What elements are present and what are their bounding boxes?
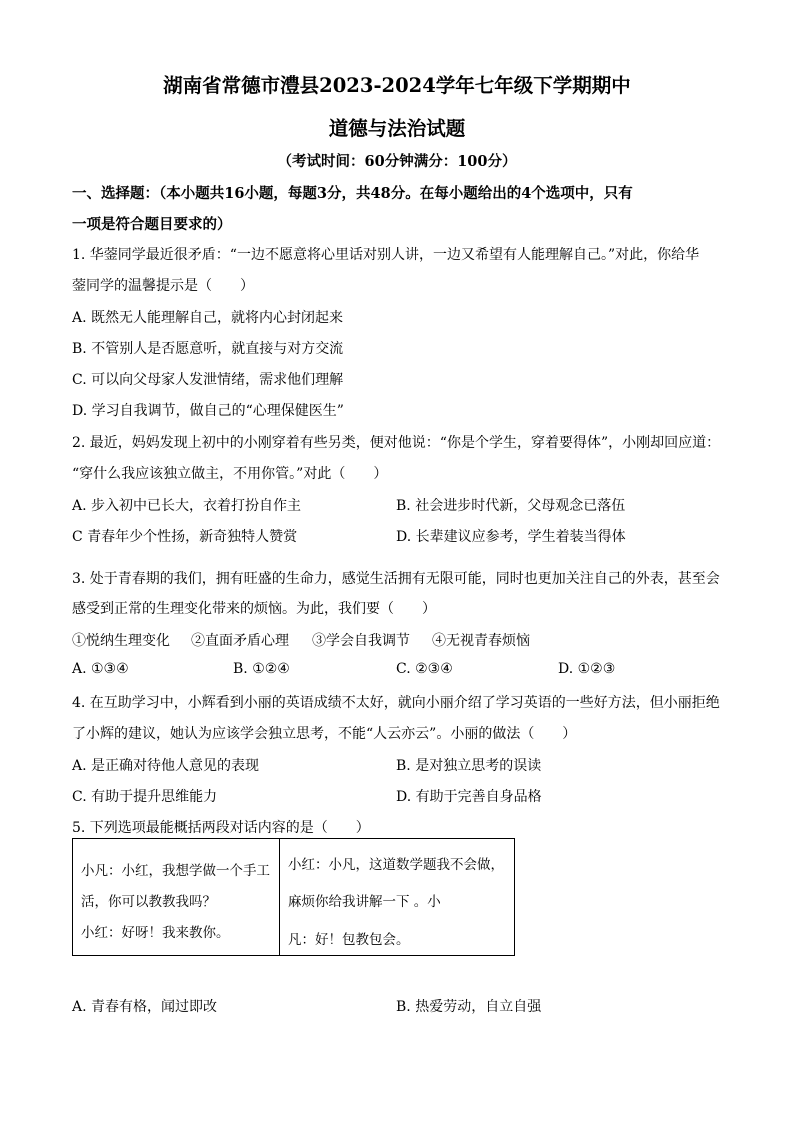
dialog-line: 活，你可以教教我吗？ (81, 894, 216, 910)
question-stem: 1. 华蓥同学最近很矛盾：“一边不愿意将心里话对别人讲，一边又希望有人能理解自己。”对此，你给华 (72, 247, 700, 263)
choice-3: ③学会自我调节 (312, 633, 410, 649)
option-b: B. ①②④ (233, 661, 290, 677)
option-b: B. 不管别人是否愿意听，就直接与对方交流 (72, 341, 344, 357)
page-subtitle: 道德与法治试题 (328, 117, 466, 140)
page-title: 湖南省常德市澧县2023-2024学年七年级下学期期中 (163, 74, 631, 97)
option-d: D. 学习自我调节，做自己的“心理保健医生” (72, 403, 344, 419)
option-c: C. 有助于提升思维能力 (72, 789, 218, 805)
exam-info: （考试时间：60分钟满分：100分） (277, 153, 517, 170)
option-c: C. 可以向父母家人发泄情绪，需求他们理解 (72, 372, 344, 388)
question-stem: “穿什么我应该独立做主，不用你管。”对此（ ） (72, 466, 388, 482)
option-d: D. 有助于完善自身品格 (396, 789, 542, 805)
option-b: B. 是对独立思考的误读 (396, 758, 542, 774)
section-heading: 一、选择题：（本小题共16小题，每题3分，共48分。在每小题给出的4个选项中，只有 (72, 185, 633, 202)
dialog-table (72, 838, 515, 956)
choice-2: ②直面矛盾心理 (191, 633, 289, 649)
choice-4: ④无视青春烦恼 (432, 633, 530, 649)
option-c: C 青春年少个性扬，新奇独特人赞赏 (72, 529, 298, 545)
option-b: B. 热爱劳动，自立自强 (396, 999, 542, 1015)
dialog-line: 小凡：小红，我想学做一个手工 (81, 863, 270, 879)
question-stem: 2. 最近，妈妈发现上初中的小刚穿着有些另类，便对他说：“你是个学生，穿着要得体”，小刚却回应道： (72, 435, 721, 451)
option-c: C. ②③④ (396, 661, 453, 677)
question-stem: 3. 处于青春期的我们，拥有旺盛的生命力，感觉生活拥有无限可能，同时也更加关注自己的外表，甚至会 (72, 571, 720, 587)
option-a: A. ①③④ (72, 661, 129, 677)
dialog-line: 凡：好！包教包会。 (288, 932, 410, 948)
dialog-line: 麻烦你给我讲解一下 。小 (288, 894, 441, 910)
dialog-left-cell (73, 839, 280, 956)
option-a: A. 步入初中已长大，衣着打扮自作主 (72, 498, 302, 514)
option-a: A. 是正确对待他人意见的表现 (72, 758, 260, 774)
choice-1: ①悦纳生理变化 (72, 633, 170, 649)
option-a: A. 青春有格，闻过即改 (72, 999, 218, 1015)
dialog-right-cell (280, 839, 515, 956)
option-d: D. 长辈建议应参考，学生着装当得体 (396, 529, 626, 545)
section-heading-cont: 一项是符合题目要求的） (72, 216, 232, 233)
question-stem: 5. 下列选项最能概括两段对话内容的是（ ） (72, 820, 370, 836)
dialog-line: 小红：小凡，这道数学题我不会做， (288, 857, 504, 873)
option-b: B. 社会进步时代新，父母观念已落伍 (396, 498, 626, 514)
option-a: A. 既然无人能理解自己，就将内心封闭起来 (72, 310, 344, 326)
question-stem: 感受到正常的生理变化带来的烦恼。为此，我们要（ ） (72, 601, 436, 617)
question-stem: 蓥同学的温馨提示是（ ） (72, 278, 254, 294)
question-stem: 了小辉的建议，她认为应该学会独立思考，不能“人云亦云”。小丽的做法（ ） (72, 726, 577, 742)
question-stem: 4. 在互助学习中，小辉看到小丽的英语成绩不太好，就向小丽介绍了学习英语的一些好方法，但小丽拒绝 (72, 695, 720, 711)
option-d: D. ①②③ (558, 661, 616, 677)
dialog-line: 小红：好呀！我来教你。 (81, 925, 230, 941)
